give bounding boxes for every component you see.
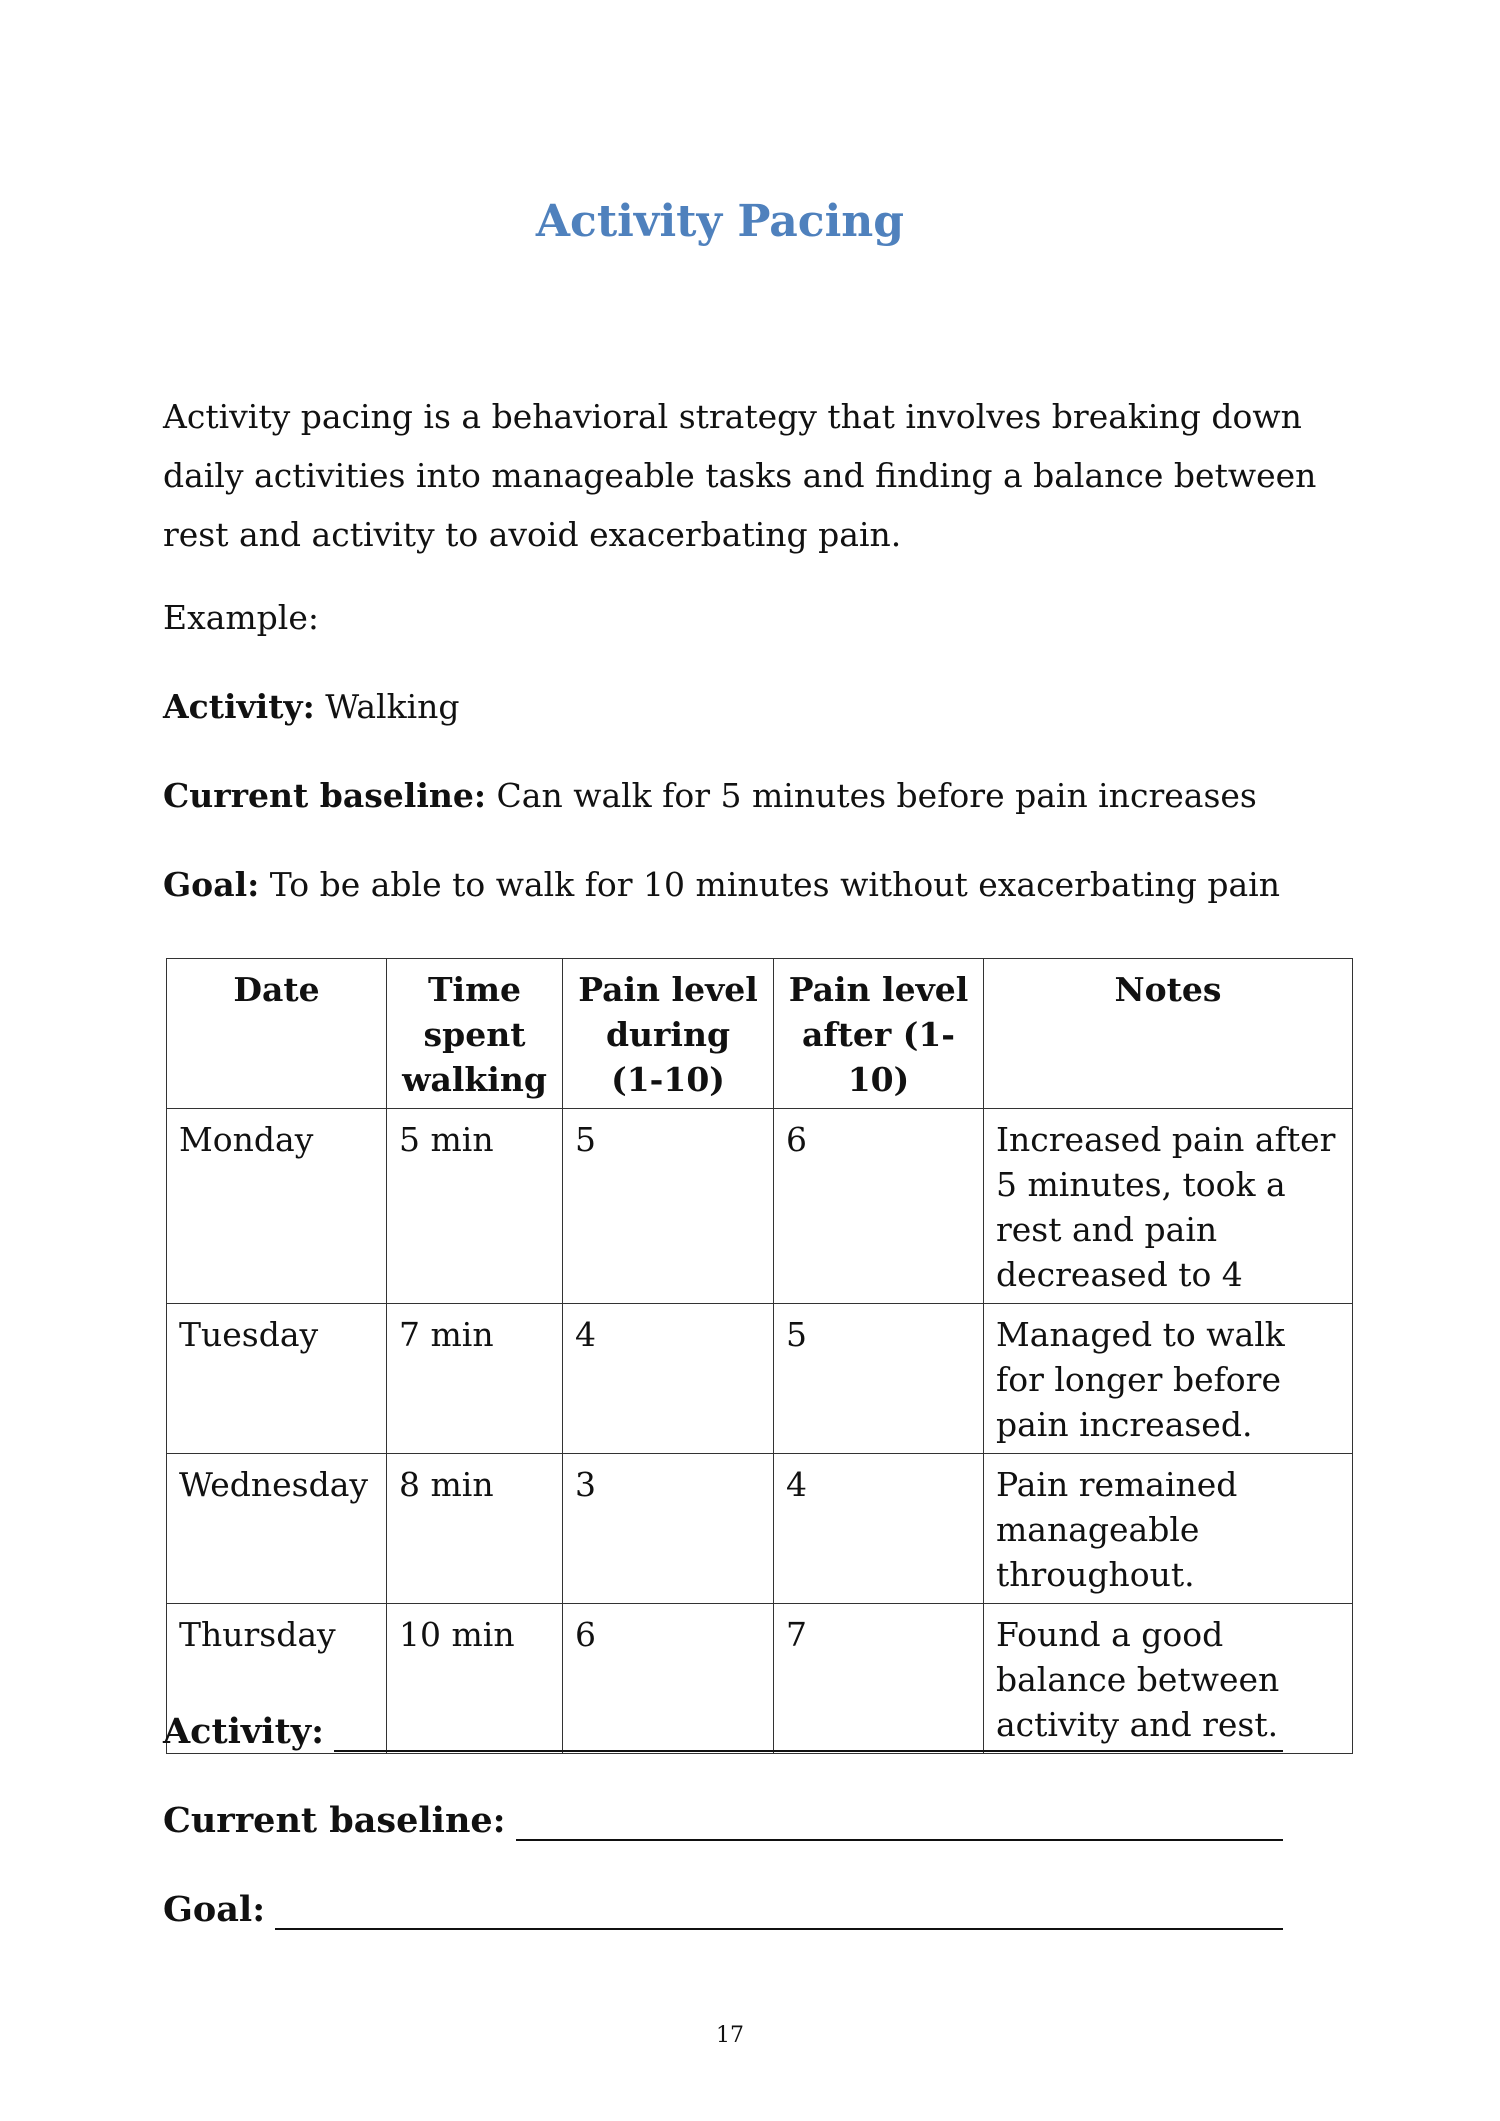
example-goal-label: Goal: (163, 865, 260, 904)
example-baseline-label: Current baseline: (163, 776, 487, 815)
cell-time: 10 min (387, 1604, 563, 1754)
cell-date: Monday (167, 1109, 387, 1304)
worksheet-baseline (163, 1800, 1283, 1841)
example-label: Example: (163, 598, 319, 637)
table-header-row (167, 959, 1353, 1109)
cell-pain-during: 3 (563, 1454, 774, 1604)
header-pain-during: Pain level during (1-10) (563, 959, 774, 1109)
worksheet-activity-label: Activity: (163, 1711, 324, 1752)
worksheet-baseline-label: Current baseline: (163, 1800, 506, 1841)
cell-time: 7 min (387, 1304, 563, 1454)
cell-notes: Found a good balance between activity and rest. (984, 1604, 1353, 1754)
cell-pain-during: 6 (563, 1604, 774, 1754)
cell-notes: Managed to walk for longer before pain increased. (984, 1304, 1353, 1454)
table-row (167, 1304, 1353, 1454)
worksheet-goal-label: Goal: (163, 1889, 266, 1930)
page-number: 17 (716, 2023, 744, 2048)
cell-time: 8 min (387, 1454, 563, 1604)
cell-pain-during: 4 (563, 1304, 774, 1454)
example-baseline-value: Can walk for 5 minutes before pain increases (496, 776, 1257, 815)
worksheet-activity-blank[interactable] (334, 1720, 1283, 1752)
table-row (167, 1454, 1353, 1604)
worksheet-goal-blank[interactable] (275, 1898, 1283, 1930)
cell-date: Tuesday (167, 1304, 387, 1454)
example-activity (163, 687, 460, 726)
example-activity-label: Activity: (163, 687, 315, 726)
cell-pain-after: 4 (774, 1454, 984, 1604)
cell-notes: Pain remained manageable throughout. (984, 1454, 1353, 1604)
table-row (167, 1109, 1353, 1304)
example-goal-value: To be able to walk for 10 minutes without exacerbating pain (269, 865, 1280, 904)
cell-pain-after: 6 (774, 1109, 984, 1304)
example-goal (163, 865, 1280, 904)
cell-pain-after: 7 (774, 1604, 984, 1754)
example-baseline (163, 776, 1257, 815)
cell-date: Thursday (167, 1604, 387, 1754)
intro-paragraph: Activity pacing is a behavioral strategy that involves breaking down daily activities into manageable tasks and finding a balance between rest and activity to avoid exacerbating pain. (163, 397, 1317, 554)
worksheet-baseline-blank[interactable] (516, 1809, 1283, 1841)
header-pain-after: Pain level after (1-10) (774, 959, 984, 1109)
cell-pain-during: 5 (563, 1109, 774, 1304)
cell-pain-after: 5 (774, 1304, 984, 1454)
header-time-spent: Time spent walking (387, 959, 563, 1109)
cell-date: Wednesday (167, 1454, 387, 1604)
header-notes: Notes (984, 959, 1353, 1109)
pacing-table (166, 958, 1353, 1754)
cell-time: 5 min (387, 1109, 563, 1304)
page-title: Activity Pacing (535, 196, 905, 247)
example-activity-value: Walking (325, 687, 460, 726)
worksheet-activity (163, 1711, 1283, 1752)
header-date: Date (167, 959, 387, 1109)
cell-notes: Increased pain after 5 minutes, took a rest and pain decreased to 4 (984, 1109, 1353, 1304)
worksheet-goal (163, 1889, 1283, 1930)
